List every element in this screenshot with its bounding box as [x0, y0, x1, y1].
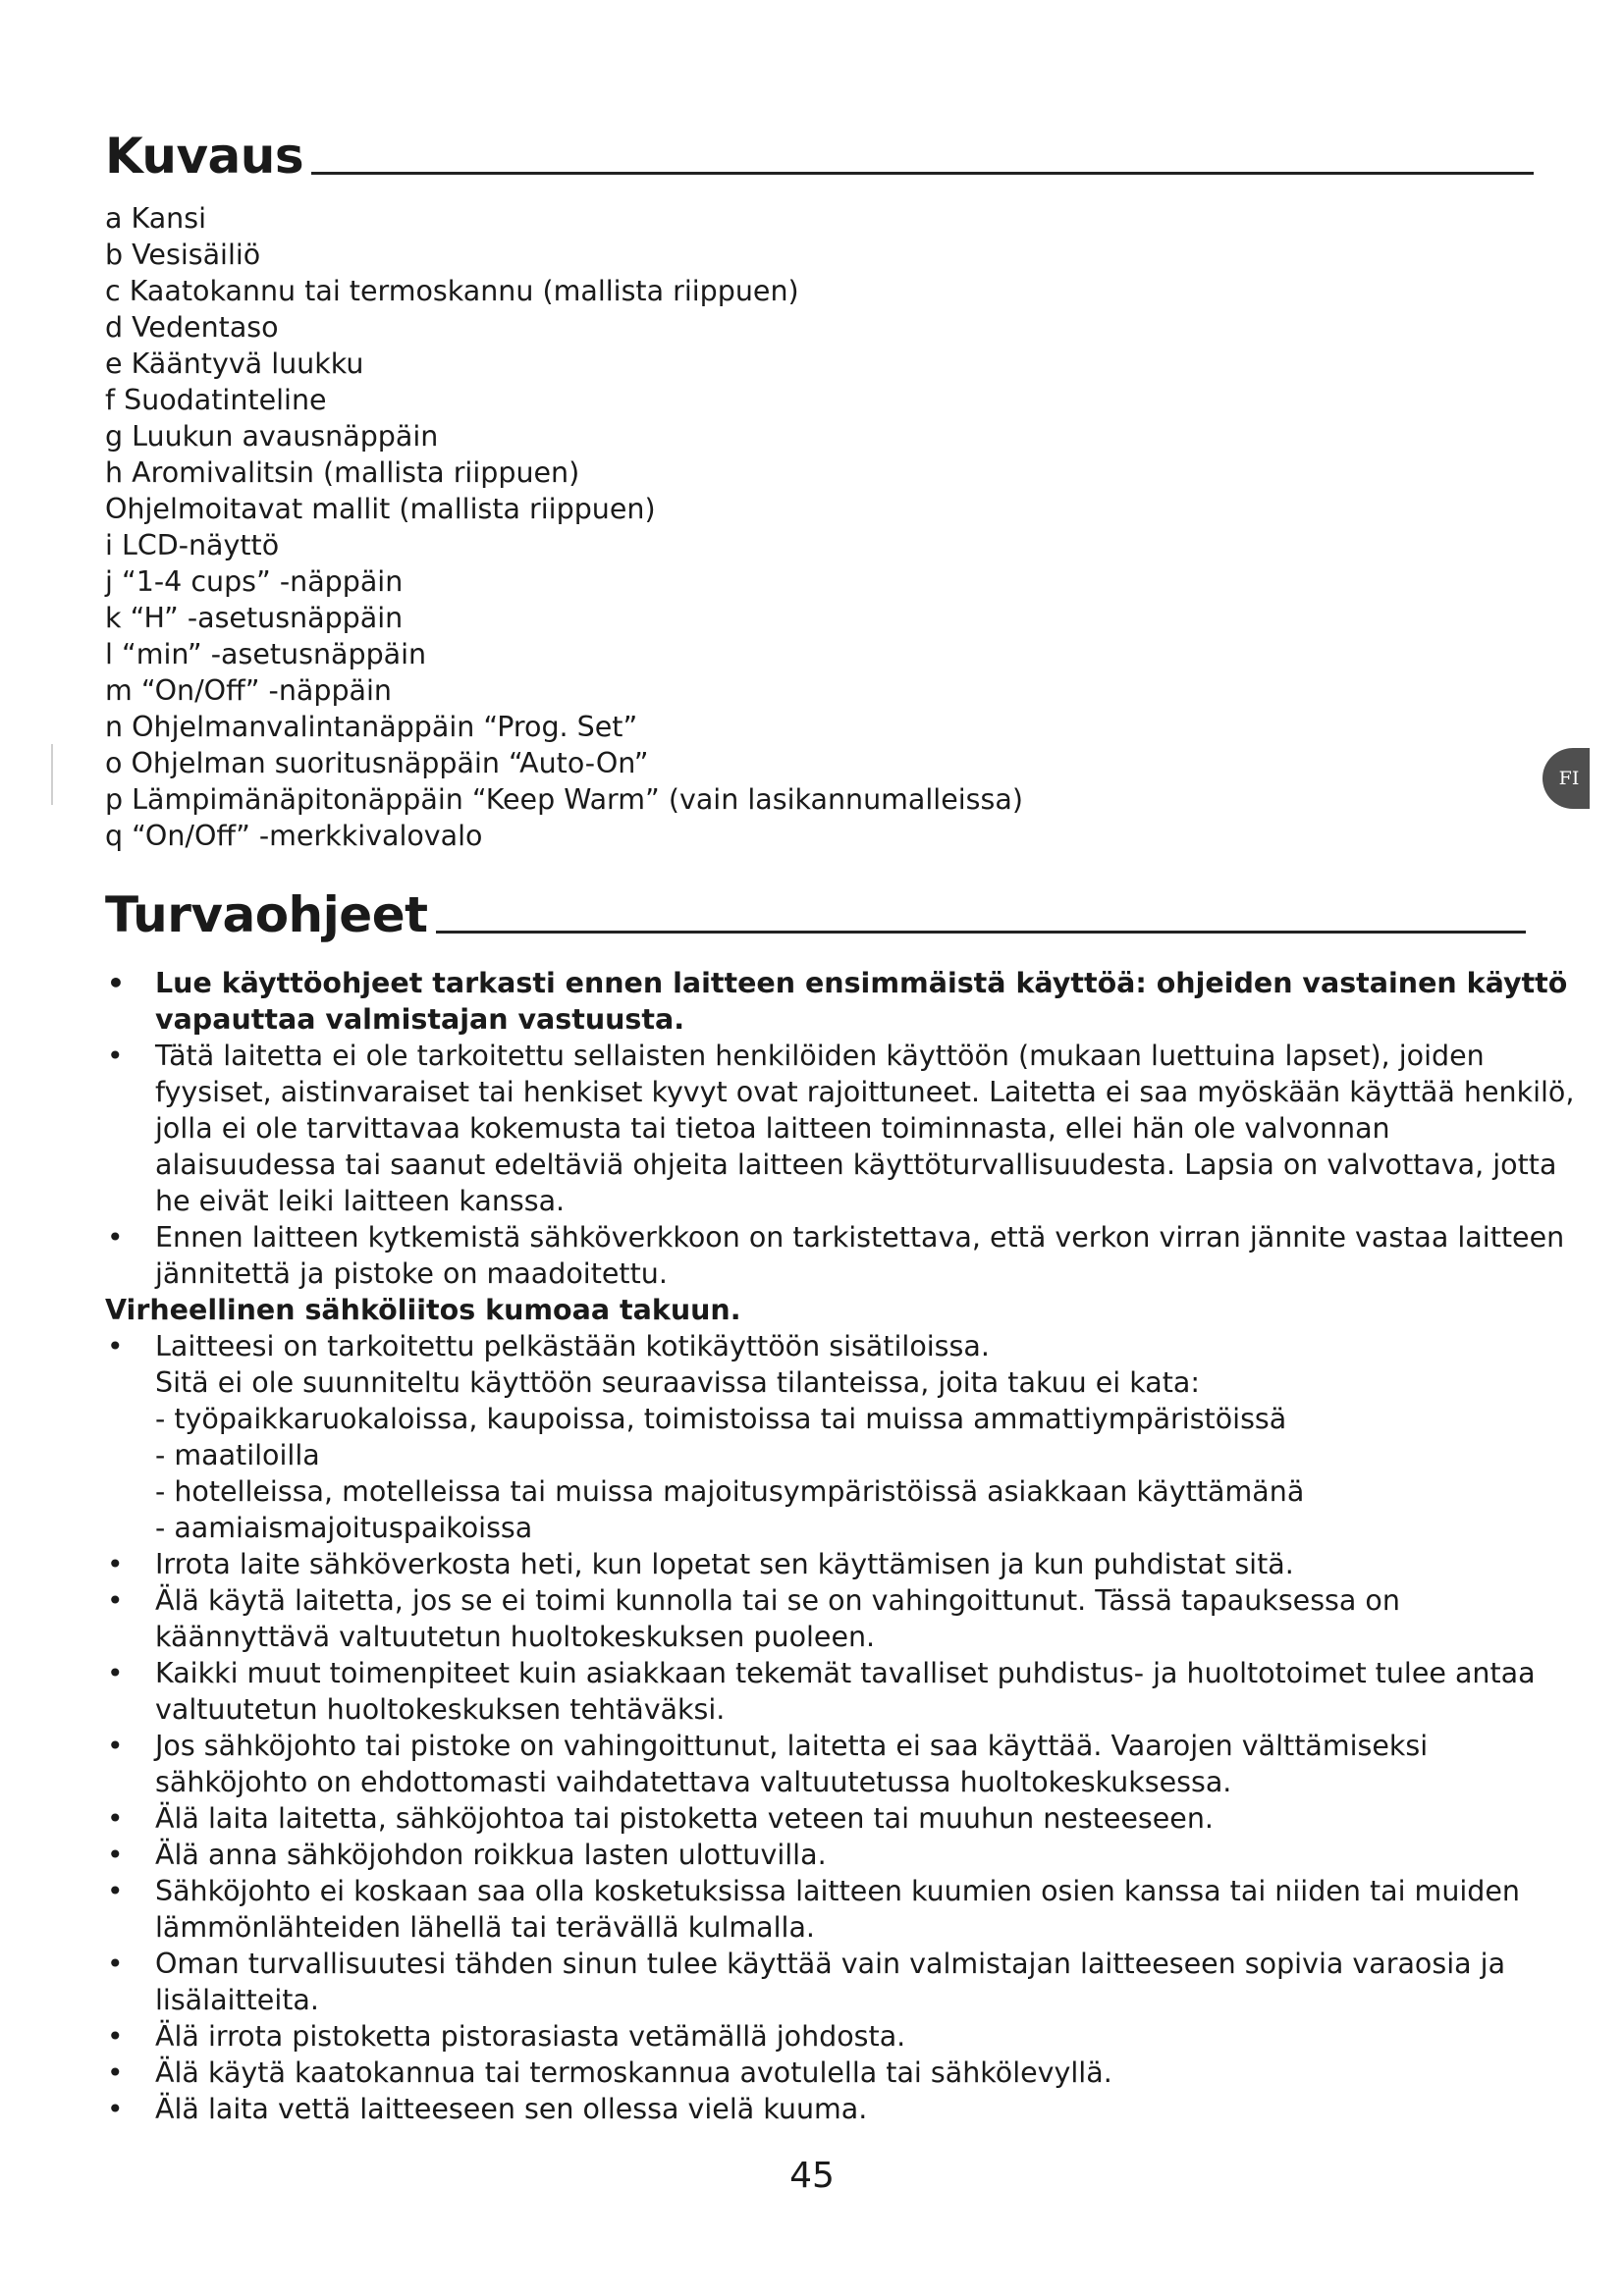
safety-item: • Älä anna sähköjohdon roikkua lasten ulottuvilla. [105, 1837, 1578, 1873]
list-item: m “On/Off” -näppäin [105, 674, 392, 707]
safety-instructions [105, 965, 1578, 2127]
safety-item: • Lue käyttöohjeet tarkasti ennen laitteen ensimmäistä käyttöä: ohjeiden vastainen käyttö vapauttaa valmistajan vastuusta. [105, 965, 1578, 1038]
list-item: b Vesisäiliö [105, 239, 261, 271]
list-item: q “On/Off” -merkkivalovalo [105, 820, 483, 852]
list-item: e Kääntyvä luukku [105, 347, 364, 380]
margin-mark [51, 744, 53, 805]
page-number: 45 [789, 2156, 835, 2196]
list-item: o Ohjelman suoritusnäppäin “Auto-On” [105, 747, 649, 779]
safety-heading-row [105, 886, 1526, 943]
list-item: a Kansi [105, 202, 207, 235]
safety-item: • Älä irrota pistoketta pistorasiasta vetämällä johdosta. [105, 2018, 1578, 2055]
list-item: n Ohjelmanvalintanäppäin “Prog. Set” [105, 711, 638, 743]
language-tab: FI [1543, 748, 1590, 809]
dash-item: - hotelleissa, motelleissa tai muissa majoitusympäristöissä asiakkaan käyttämänä [155, 1475, 1305, 1508]
safety-subtext: Sitä ei ole suunniteltu käyttöön seuraavissa tilanteissa, joita takuu ei kata: [155, 1366, 1200, 1399]
dash-item: - työpaikkaruokaloissa, kaupoissa, toimistoissa tai muissa ammattiympäristöissä [155, 1403, 1287, 1435]
safety-item: • Älä käytä kaatokannua tai termoskannua avotulella tai sähkölevyllä. [105, 2055, 1578, 2091]
dash-item: - aamiaismajoituspaikoissa [155, 1512, 533, 1544]
description-heading: Kuvaus [105, 128, 304, 185]
list-item: l “min” -asetusnäppäin [105, 638, 427, 670]
list-item: f Suodatinteline [105, 384, 327, 416]
safety-item: • Laitteesi on tarkoitettu pelkästään kotikäyttöön sisätiloissa. [105, 1328, 1578, 1364]
heading-rule [311, 172, 1534, 175]
safety-item: • Ennen laitteen kytkemistä sähköverkkoon on tarkistettava, että verkon virran jännite vastaa laitteen jännitettä ja pistoke on maadoitettu. [105, 1219, 1578, 1292]
safety-item: • Oman turvallisuutesi tähden sinun tulee käyttää vain valmistajan laitteeseen sopivia varaosia ja lisälaitteita. [105, 1946, 1578, 2018]
dash-item: - maatiloilla [155, 1439, 320, 1471]
list-item: i LCD-näyttö [105, 529, 280, 561]
safety-item: • Kaikki muut toimenpiteet kuin asiakkaan tekemät tavalliset puhdistus- ja huoltotoimet tulee antaa valtuutetun huoltokeskuksen tehtäväksi. [105, 1655, 1578, 1728]
heading-rule [436, 931, 1526, 934]
safety-item: • Tätä laitetta ei ole tarkoitettu sellaisten henkilöiden käyttöön (mukaan luettuina lapset), joiden fyysiset, aistinvaraiset tai henkiset kyvyt ovat rajoittuneet. Laitetta ei saa myöskään käyttää henkilö, jolla ei ole tarvittavaa kokemusta tai tietoa laitteen toiminnasta, ellei hän ole valvonnan alaisuudessa tai saanut edeltäviä ohjeita laitteen käyttöturvallisuudesta. Lapsia on valvottava, jotta he eivät leiki laitteen kanssa. [105, 1038, 1578, 1219]
safety-item: • Älä laita laitetta, sähköjohtoa tai pistoketta veteen tai muuhun nesteeseen. [105, 1800, 1578, 1837]
warranty-note: Virheellinen sähköliitos kumoaa takuun. [105, 1294, 741, 1326]
safety-item: • Älä käytä laitetta, jos se ei toimi kunnolla tai se on vahingoittunut. Tässä tapauksessa on käännyttävä valtuutetun huoltokeskuksen puoleen. [105, 1582, 1578, 1655]
list-item: h Aromivalitsin (mallista riippuen) [105, 456, 580, 489]
list-item: j “1-4 cups” -näppäin [105, 565, 404, 598]
description-heading-row [105, 128, 1534, 185]
safety-item: • Sähköjohto ei koskaan saa olla kosketuksissa laitteen kuumien osien kanssa tai niiden tai muiden lämmönlähteiden lähellä tai terävällä kulmalla. [105, 1873, 1578, 1946]
list-item: c Kaatokannu tai termoskannu (mallista riippuen) [105, 275, 799, 307]
safety-item: • Älä laita vettä laitteeseen sen ollessa vielä kuuma. [105, 2091, 1578, 2127]
list-item: g Luukun avausnäppäin [105, 420, 439, 453]
list-item: k “H” -asetusnäppäin [105, 602, 404, 634]
safety-item: • Irrota laite sähköverkosta heti, kun lopetat sen käyttämisen ja kun puhdistat sitä. [105, 1546, 1578, 1582]
list-item: p Lämpimänäpitonäppäin “Keep Warm” (vain lasikannumalleissa) [105, 783, 1023, 816]
list-item: Ohjelmoitavat mallit (mallista riippuen) [105, 493, 656, 525]
list-item: d Vedentaso [105, 311, 279, 344]
safety-heading: Turvaohjeet [105, 886, 428, 943]
safety-item: • Jos sähköjohto tai pistoke on vahingoittunut, laitetta ei saa käyttää. Vaarojen välttämiseksi sähköjohto on ehdottomasti vaihdatettava valtuutetussa huoltokeskuksessa. [105, 1728, 1578, 1800]
parts-list [105, 200, 1023, 854]
